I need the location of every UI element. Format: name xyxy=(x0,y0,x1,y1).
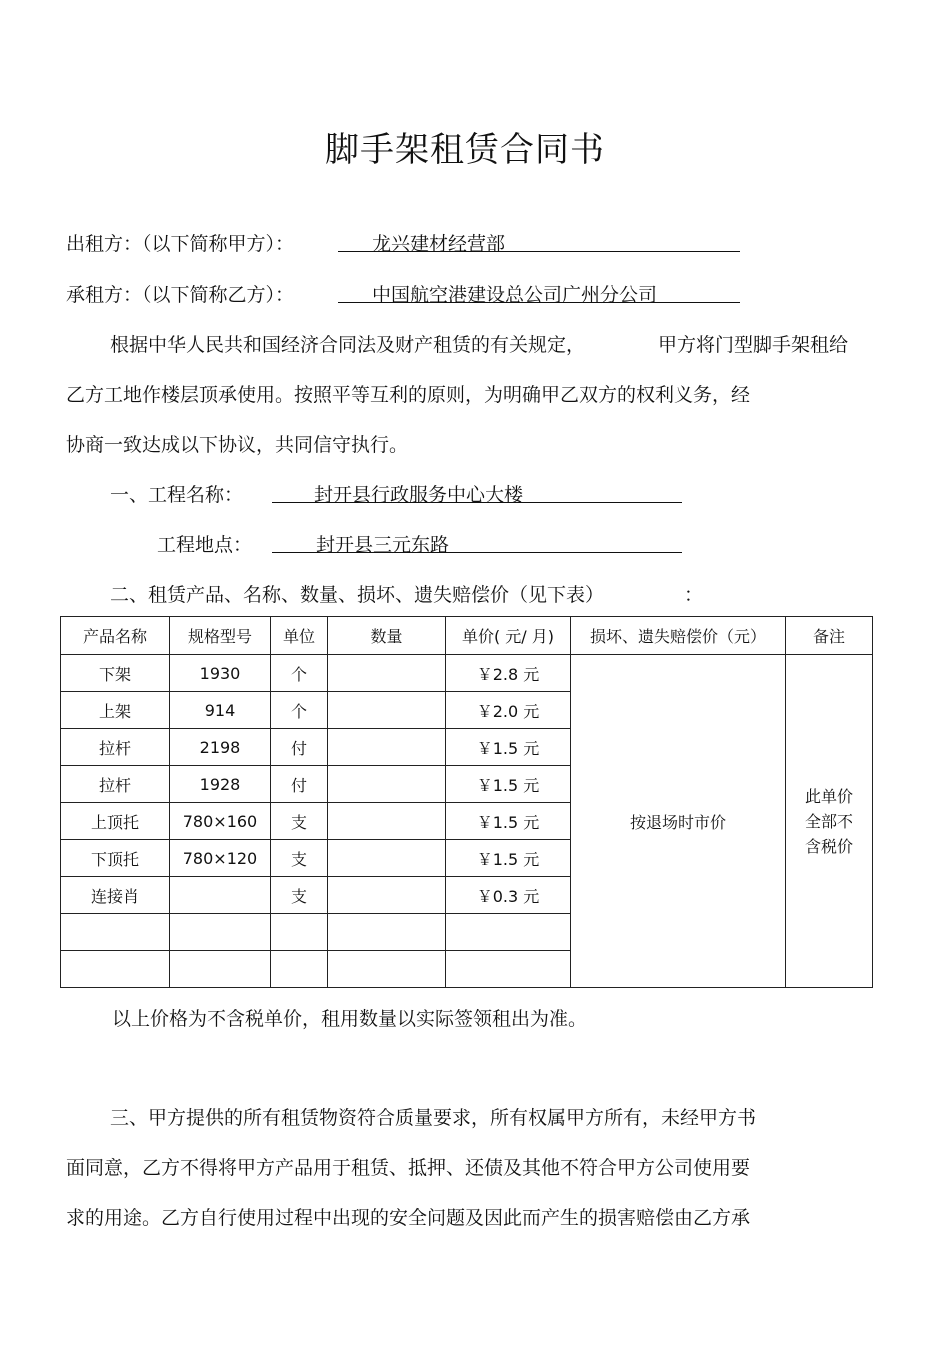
cell-spec xyxy=(170,914,271,951)
cell-qty xyxy=(328,840,446,877)
header-spec: 规格型号 xyxy=(170,617,271,655)
remark-line-3: 含税价 xyxy=(804,836,853,856)
header-unit: 单位 xyxy=(271,617,328,655)
section2-heading: 二、租赁产品、名称、数量、损坏、遗失赔偿价（见下表） xyxy=(110,584,605,606)
cell-price: ￥1.5 元 xyxy=(446,803,571,840)
header-remark: 备注 xyxy=(786,617,873,655)
document-title: 脚手架租赁合同书 xyxy=(325,130,605,170)
cell-unit xyxy=(271,951,328,988)
cell-spec: 780×120 xyxy=(170,840,271,877)
section2-colon: ： xyxy=(684,584,704,606)
cell-spec: 780×160 xyxy=(170,803,271,840)
cell-unit: 支 xyxy=(271,840,328,877)
cell-price xyxy=(446,951,571,988)
lessor-underline xyxy=(338,251,740,252)
cell-spec: 2198 xyxy=(170,729,271,766)
cell-spec: 1930 xyxy=(170,655,271,692)
cell-unit: 付 xyxy=(271,766,328,803)
cell-unit: 支 xyxy=(271,803,328,840)
cell-name xyxy=(61,914,170,951)
intro-line-1a: 根据中华人民共和国经济合同法及财产租赁的有关规定， xyxy=(110,334,586,356)
remark-line-2: 全部不 xyxy=(804,811,853,831)
cell-price: ￥2.0 元 xyxy=(446,692,571,729)
project-name-value: 封开县行政服务中心大楼 xyxy=(314,484,524,506)
header-unit-price: 单价( 元/ 月) xyxy=(446,617,571,655)
cell-compensation: 按退场时市价 xyxy=(571,655,786,988)
cell-price: ￥2.8 元 xyxy=(446,655,571,692)
table-row xyxy=(61,655,873,692)
lessee-label: 承租方：（以下简称乙方）： xyxy=(66,284,295,306)
project-site-underline xyxy=(272,552,682,553)
lessee-underline xyxy=(338,302,740,303)
cell-qty xyxy=(328,729,446,766)
cell-qty xyxy=(328,803,446,840)
cell-unit: 个 xyxy=(271,692,328,729)
cell-unit: 支 xyxy=(271,877,328,914)
project-name-underline xyxy=(272,502,682,503)
cell-unit: 个 xyxy=(271,655,328,692)
rental-table xyxy=(60,616,873,988)
header-quantity: 数量 xyxy=(328,617,446,655)
cell-qty xyxy=(328,951,446,988)
section3-line-3: 求的用途。乙方自行使用过程中出现的安全问题及因此而产生的损害赔偿由乙方承 xyxy=(66,1207,751,1229)
intro-line-2: 乙方工地作楼层顶承使用。按照平等互利的原则，为明确甲乙双方的权利义务，经 xyxy=(66,384,751,406)
cell-name: 拉杆 xyxy=(61,729,170,766)
cell-unit: 付 xyxy=(271,729,328,766)
cell-unit xyxy=(271,914,328,951)
section3-line-2: 面同意，乙方不得将甲方产品用于租赁、抵押、还债及其他不符合甲方公司使用要 xyxy=(66,1157,751,1179)
cell-name: 下架 xyxy=(61,655,170,692)
cell-name: 拉杆 xyxy=(61,766,170,803)
cell-qty xyxy=(328,655,446,692)
cell-name xyxy=(61,951,170,988)
cell-name: 上顶托 xyxy=(61,803,170,840)
header-compensation: 损坏、遗失赔偿价（元） xyxy=(571,617,786,655)
cell-name: 上架 xyxy=(61,692,170,729)
cell-qty xyxy=(328,692,446,729)
price-note: 以上价格为不含税单价，租用数量以实际签领租出为准。 xyxy=(112,1008,588,1030)
cell-spec xyxy=(170,951,271,988)
cell-spec xyxy=(170,877,271,914)
cell-price: ￥1.5 元 xyxy=(446,766,571,803)
cell-name: 连接肖 xyxy=(61,877,170,914)
cell-name: 下顶托 xyxy=(61,840,170,877)
cell-price: ￥0.3 元 xyxy=(446,877,571,914)
cell-qty xyxy=(328,877,446,914)
remark-line-1: 此单价 xyxy=(804,786,853,806)
cell-price: ￥1.5 元 xyxy=(446,729,571,766)
project-name-label: 一、工程名称： xyxy=(110,484,244,506)
cell-spec: 914 xyxy=(170,692,271,729)
table-header-row xyxy=(61,617,873,655)
lessee-value: 中国航空港建设总公司广州分公司 xyxy=(372,284,658,306)
cell-qty xyxy=(328,766,446,803)
cell-spec: 1928 xyxy=(170,766,271,803)
project-site-label: 工程地点： xyxy=(157,534,253,556)
header-product-name: 产品名称 xyxy=(61,617,170,655)
section3-line-1: 三、甲方提供的所有租赁物资符合质量要求，所有权属甲方所有，未经甲方书 xyxy=(110,1107,757,1129)
cell-qty xyxy=(328,914,446,951)
project-site-value: 封开县三元东路 xyxy=(316,534,450,556)
cell-price: ￥1.5 元 xyxy=(446,840,571,877)
lessor-label: 出租方：（以下简称甲方）： xyxy=(66,233,295,255)
intro-line-3: 协商一致达成以下协议，共同信守执行。 xyxy=(66,434,409,456)
cell-price xyxy=(446,914,571,951)
cell-remark xyxy=(786,655,873,988)
lessor-value: 龙兴建材经营部 xyxy=(372,233,506,255)
intro-line-1b: 甲方将门型脚手架租给 xyxy=(658,334,849,356)
